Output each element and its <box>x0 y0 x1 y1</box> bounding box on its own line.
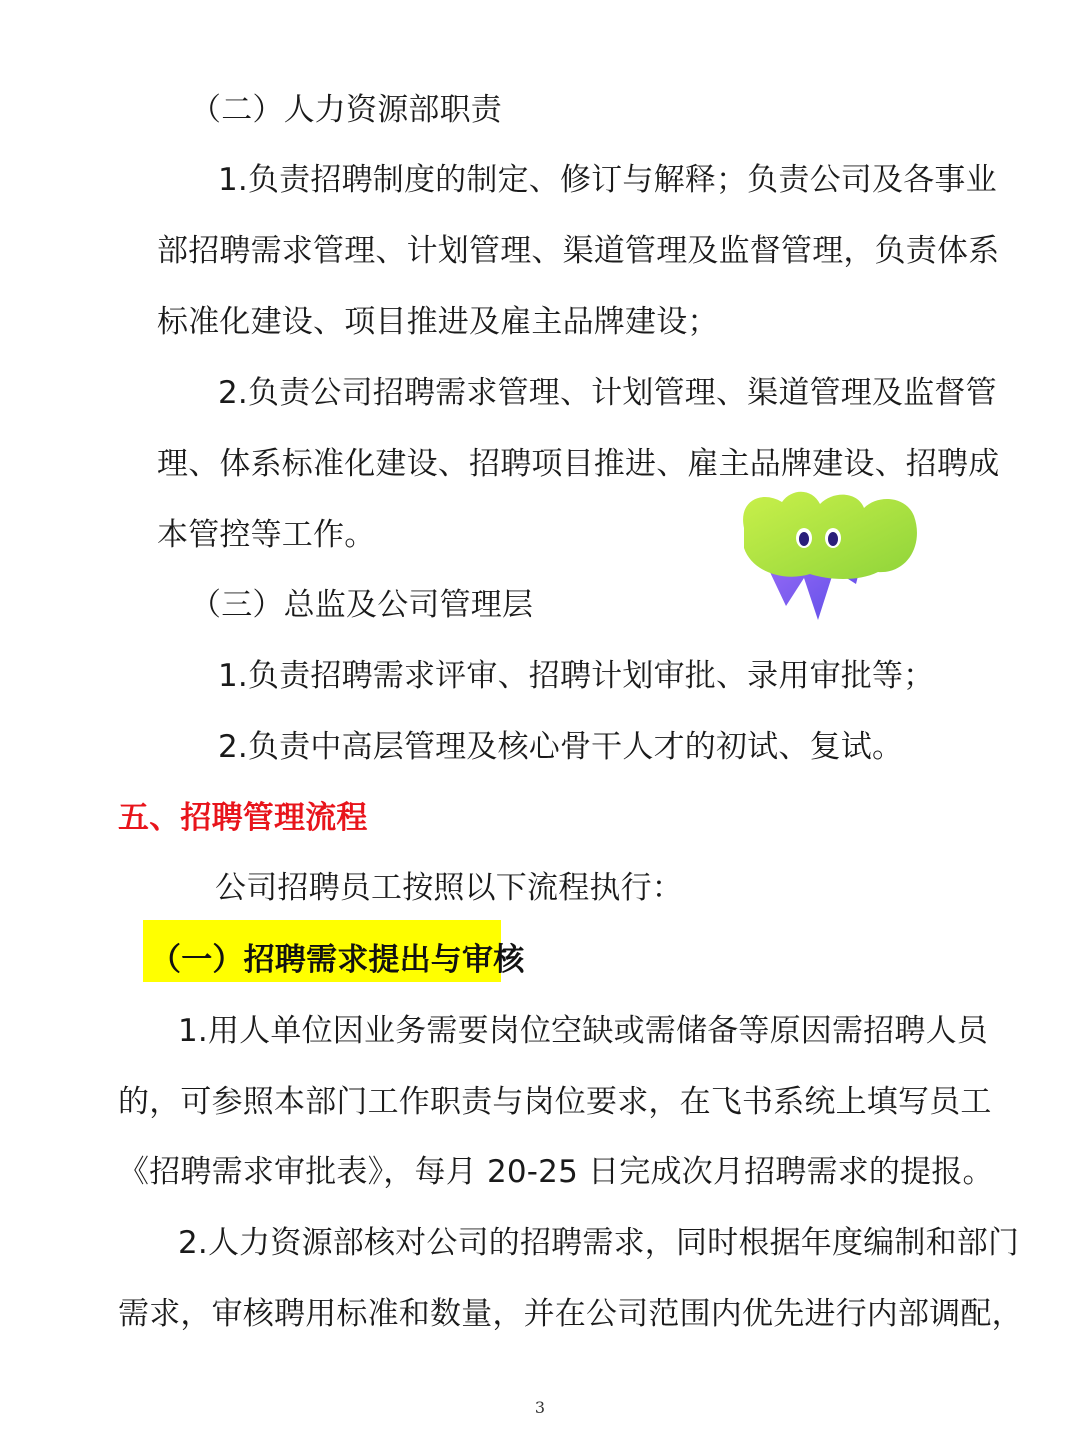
section-heading: 五、招聘管理流程 <box>118 800 368 836</box>
page-number: 3 <box>534 1398 546 1417</box>
paragraph-line: 2.负责公司招聘需求管理、计划管理、渠道管理及监督管 <box>218 375 997 411</box>
paragraph-line: 需求，审核聘用标准和数量，并在公司范围内优先进行内部调配， <box>118 1296 1023 1332</box>
paragraph-line: 的，可参照本部门工作职责与岗位要求，在飞书系统上填写员工 <box>118 1084 992 1120</box>
subsection-heading-hr: （二）人力资源部职责 <box>190 92 502 128</box>
green-sprout-mascot-icon <box>738 488 928 628</box>
paragraph-line: 《招聘需求审批表》，每月 20-25 日完成次月招聘需求的提报。 <box>118 1154 994 1190</box>
paragraph-line: 1.负责招聘需求评审、招聘计划审批、录用审批等； <box>218 658 935 694</box>
subsection-heading-management: （三）总监及公司管理层 <box>190 587 534 623</box>
paragraph-line: 标准化建设、项目推进及雇主品牌建设； <box>157 304 719 340</box>
highlighted-heading: （一）招聘需求提出与审核 <box>150 942 525 978</box>
intro-line: 公司招聘员工按照以下流程执行： <box>215 870 683 906</box>
paragraph-line: 2.人力资源部核对公司的招聘需求，同时根据年度编制和部门 <box>178 1225 1020 1261</box>
paragraph-line: 2.负责中高层管理及核心骨干人才的初试、复试。 <box>218 729 904 765</box>
paragraph-line: 本管控等工作。 <box>157 517 376 553</box>
paragraph-line: 1.用人单位因业务需要岗位空缺或需储备等原因需招聘人员 <box>178 1013 988 1049</box>
paragraph-line: 1.负责招聘制度的制定、修订与解释；负责公司及各事业 <box>218 162 997 198</box>
paragraph-line: 部招聘需求管理、计划管理、渠道管理及监督管理，负责体系 <box>157 233 1000 269</box>
paragraph-line: 理、体系标准化建设、招聘项目推进、雇主品牌建设、招聘成 <box>157 446 1000 482</box>
